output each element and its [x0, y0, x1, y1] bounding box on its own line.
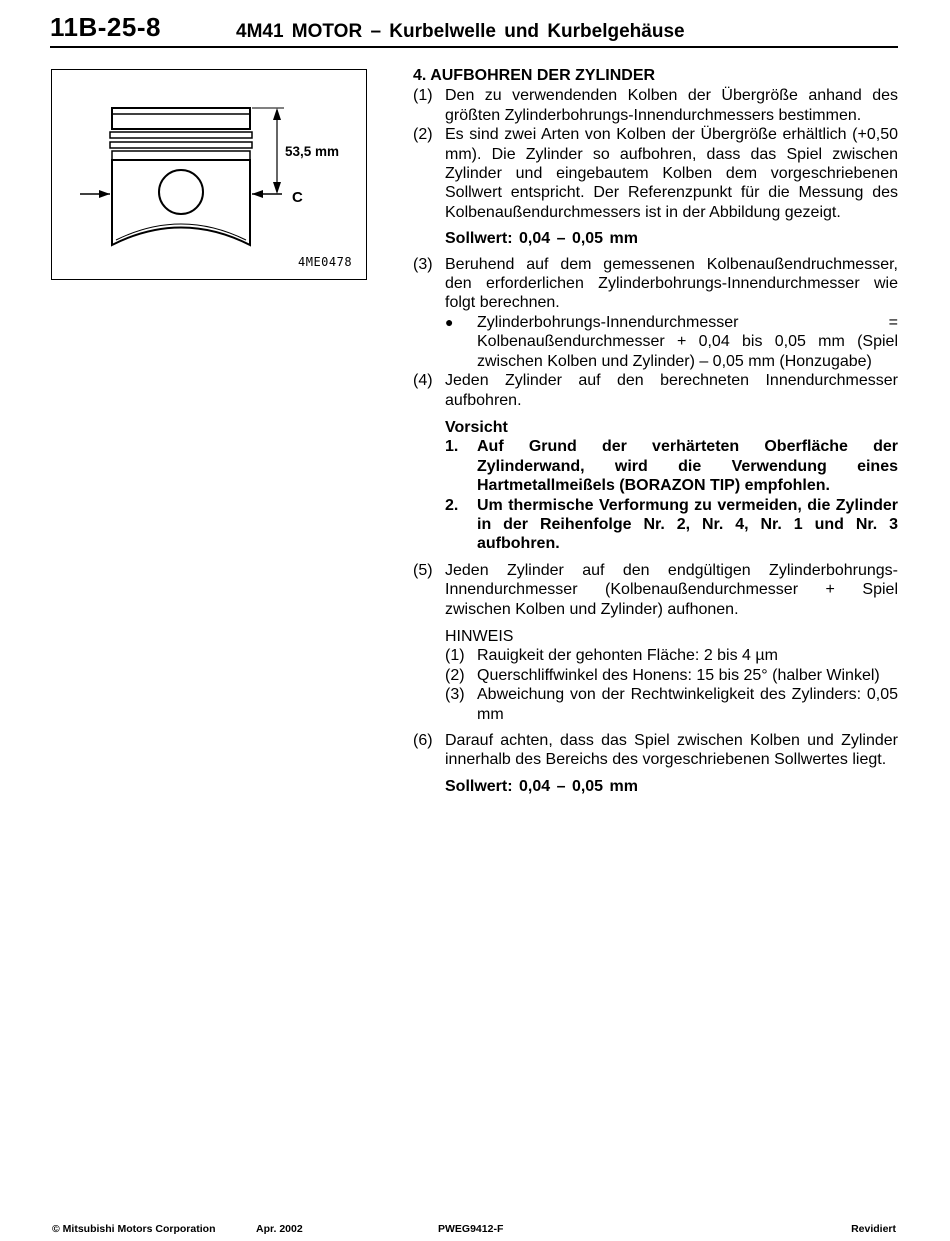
- bullet-text: Zylinderbohrungs-Innendurchmesser = Kolbenaußendurchmesser + 0,04 bis 0,05 mm (Spiel zwischen Kolben und Zylinder) – 0,05 mm (Honzugabe): [477, 313, 898, 370]
- caution-number: 1.: [445, 438, 459, 456]
- step-number: (4): [413, 372, 433, 390]
- note-item: [445, 666, 898, 685]
- note-text: Rauigkeit der gehonten Fläche: 2 bis 4 µm: [477, 647, 778, 665]
- bullet-icon: ●: [445, 313, 454, 330]
- measuring-point-label: C: [292, 189, 303, 206]
- caution-text: Um thermische Verformung zu vermeiden, die Zylinder in der Reihenfolge Nr. 2, Nr. 4, Nr. 1 und Nr. 3 aufbohren.: [477, 496, 898, 553]
- step-3: [413, 255, 898, 313]
- note-item: [445, 646, 898, 665]
- step-text: Es sind zwei Arten von Kolben der Übergröße erhältlich (+0,50 mm). Die Zylinder so aufbohren, dass das Spiel zwischen Zylinder und eingebautem Kolben dem vorgeschriebenen Sollwert entspricht. Der Referenzpunkt für die Messung des Kolbenaußendurchmessers ist in der Abbildung gezeigt.: [445, 126, 898, 221]
- step-text: Jeden Zylinder auf den berechneten Innendurchmesser aufbohren.: [445, 372, 898, 409]
- note-number: (1): [445, 647, 465, 665]
- footer-status: Revidiert: [851, 1223, 896, 1235]
- caution-item: [445, 496, 898, 554]
- piston-diagram: [52, 70, 368, 281]
- note-title: HINWEIS: [445, 627, 514, 645]
- note-text: Abweichung von der Rechtwinkeligkeit des Zylinders: 0,05 mm: [477, 686, 898, 723]
- piston-figure: [51, 69, 367, 280]
- footer-date: Apr. 2002: [256, 1223, 303, 1235]
- caution-item: [445, 437, 898, 495]
- page-number: 11B-25-8: [50, 12, 161, 42]
- step-number: (3): [413, 255, 433, 273]
- caution-number: 2.: [445, 496, 459, 514]
- step-1: [413, 86, 898, 125]
- step-text: Darauf achten, dass das Spiel zwischen Kolben und Zylinder innerhalb des Bereichs des vorgeschriebenen Sollwertes liegt.: [445, 732, 898, 769]
- procedure-column: [413, 66, 898, 802]
- section-title: 4. AUFBOHREN DER ZYLINDER: [413, 67, 656, 84]
- step-6: [413, 731, 898, 770]
- step-text: Den zu verwendenden Kolben der Übergröße anhand des größten Zylinderbohrungs-Innendurchmessers bestimmen.: [445, 87, 898, 124]
- page-title: 4M41 MOTOR – Kurbelwelle und Kurbelgehäuse: [236, 21, 685, 42]
- step-2: [413, 125, 898, 222]
- note-item: [445, 685, 898, 724]
- step-text: Jeden Zylinder auf den endgültigen Zylinderbohrungs-Innendurchmesser (Kolbenaußendurchmesser + Spiel zwischen Kolben und Zylinder) aufhonen.: [445, 561, 898, 618]
- spec-value: Sollwert: 0,04 – 0,05 mm: [445, 230, 638, 248]
- caution-text: Auf Grund der verhärteten Oberfläche der Zylinderwand, wird die Verwendung eines Hartmetallmeißels (BORAZON TIP) empfohlen.: [477, 438, 898, 495]
- step-text: Beruhend auf dem gemessenen Kolbenaußendruchmesser, den erforderlichen Zylinderbohrungs-Innendurchmesser wie folgt berechnen.: [445, 255, 898, 312]
- note-text: Querschliffwinkel des Honens: 15 bis 25° (halber Winkel): [477, 666, 880, 684]
- step-5: [413, 561, 898, 619]
- dimension-label: 53,5 mm: [285, 144, 340, 159]
- footer-doc-code: PWEG9412-F: [438, 1223, 504, 1235]
- step-4: [413, 371, 898, 410]
- step-number: (2): [413, 126, 433, 144]
- step-number: (5): [413, 561, 433, 579]
- step-number: (6): [413, 732, 433, 749]
- formula-bullet: [445, 313, 898, 371]
- note-number: (3): [445, 686, 465, 704]
- caution-title: Vorsicht: [445, 418, 508, 436]
- step-number: (1): [413, 87, 433, 105]
- spec-value: Sollwert: 0,04 – 0,05 mm: [445, 777, 638, 795]
- header-rule: [50, 46, 898, 48]
- footer-copyright: © Mitsubishi Motors Corporation: [52, 1223, 216, 1235]
- figure-code: 4ME0478: [298, 255, 353, 269]
- note-number: (2): [445, 666, 465, 684]
